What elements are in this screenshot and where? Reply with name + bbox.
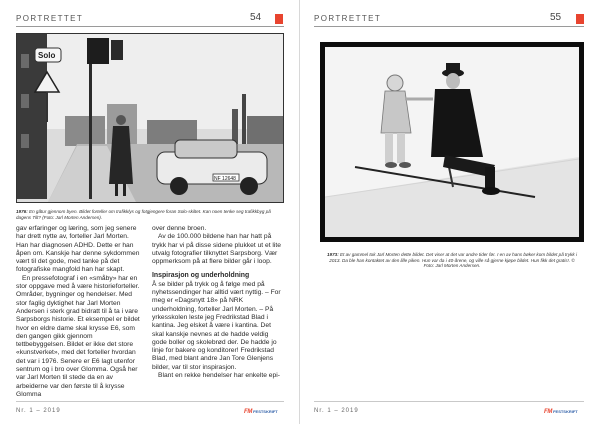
logo-text: FESTSKRIFT: [253, 409, 278, 414]
section-heading: Inspirasjon og underholdning: [152, 272, 250, 280]
solo-sign-text: Solo: [38, 51, 56, 60]
page-number-marker: [275, 14, 283, 24]
street-photo: [16, 33, 284, 203]
paragraph: Av de 100.000 bildene han har hatt på trykk har vi på disse sidene plukket ut et lite utvalg fotografier tilknyttet Sarpsborg. Vær oppmerksom på at flere bilder går i loop.: [152, 233, 281, 266]
caption-year: 1973:: [326, 252, 339, 257]
paragraph: gav erfaringer og læring, som jeg senere har drett nytte av, forteller Jarl Morten. Han har diagnosen ADHD. Dette er han åpen om. Kanskje har denne sykdommen vært til det gode, med tanke på det fotografiske mangfold han har skapt.: [16, 225, 140, 274]
logo-fm: FM: [544, 409, 553, 415]
footer-rule: [16, 401, 284, 402]
logo-text: FESTSKRIFT: [553, 409, 578, 414]
page-number-marker: [576, 14, 584, 24]
running-head: PORTRETTET: [314, 14, 382, 23]
header-rule: [314, 26, 584, 27]
publication-logo: [244, 409, 278, 415]
sledge-photo-frame: [320, 42, 584, 242]
right-page: [300, 0, 600, 424]
publication-logo: [544, 409, 578, 415]
issue-footer: Nr. 1 – 2019: [16, 408, 61, 414]
page-number: 55: [550, 12, 562, 23]
body-column-1: [16, 225, 142, 399]
car-license-plate: NF 12648: [214, 176, 236, 182]
paragraph: Å se bilder på trykk og å følge med på nyhetssendinger har alltid vært nyttig. – For meg er «Dagsnytt 18» på NRK underholdning, forteller Jarl Morten. – På yrkesskolen leste jeg Fredrikstad Blad i kantina. Jeg elsket å være i kantina. Det skal kanskje nevnes at de hadde veldig gode boller og skolebrød der. De hadde jo linje for bakere og konditorer! Fredrikstad Blad, med blant andre Jan Tore Glenjens bilder, var til stor inspirasjon.: [152, 280, 281, 371]
running-head: PORTRETTET: [16, 14, 84, 23]
sledge-scene-image: [325, 47, 579, 237]
body-column-2: [152, 225, 284, 380]
sledge-photo: [325, 47, 579, 237]
header-rule: [16, 26, 284, 27]
page-number: 54: [250, 12, 262, 23]
paragraph: over denne broen.: [152, 225, 207, 232]
issue-footer: Nr. 1 – 2019: [314, 408, 359, 414]
left-photo-caption: [16, 209, 284, 220]
right-photo-caption: [324, 252, 580, 269]
caption-text: Et av gammel tok Jarl Morten dette bildet. Det viser at det var andre tider før. I en av hans bøker kom bildet på trykk i 2013. Da ble han kontaktet av den lille piken. Hun var da i 40-årene, og ville så gjerne kjøpe bildet. Hun fikk det gratis!. © Foto: Jarl Morten Andersen.: [329, 252, 578, 269]
logo-fm: FM: [244, 409, 253, 415]
caption-year: 1976:: [16, 209, 28, 214]
footer-rule: [314, 401, 584, 402]
street-scene-image: [17, 34, 284, 203]
caption-text: En gåtur gjennom byen. Bildet forteller om trafikklys og fotgjengere foran Solo-skiltet. Kan noen tenke seg trafikkbyg på dagens Tilt? (Foto: Jarl Morten Andersen).: [16, 209, 271, 220]
paragraph: En pressefotograf i en «småby» har en stor oppgave med å være historieforteller. Områder, bygninger og hendelser. Med stor faglig dyktighet har Jarl Morten Andersen i sterk grad bidratt til å ta i vare Sarpsborgs historie. Et eksempel er bildet hvor en eldre dame skal krysse E6, som den gangen gikk gjennom tettbebyggelsen. Bildet er ikke det store «kunstverket», med det forteller hvordan det var i 1976. Senere er E6 lagt utenfor sentrum og i bro over Glomma. Også her var Jarl Morten til stede da en av arbeiderne var den første til å krysse Glomma: [16, 274, 140, 398]
paragraph: Blant en rekke hendelser har enkelte epi-: [158, 372, 280, 380]
